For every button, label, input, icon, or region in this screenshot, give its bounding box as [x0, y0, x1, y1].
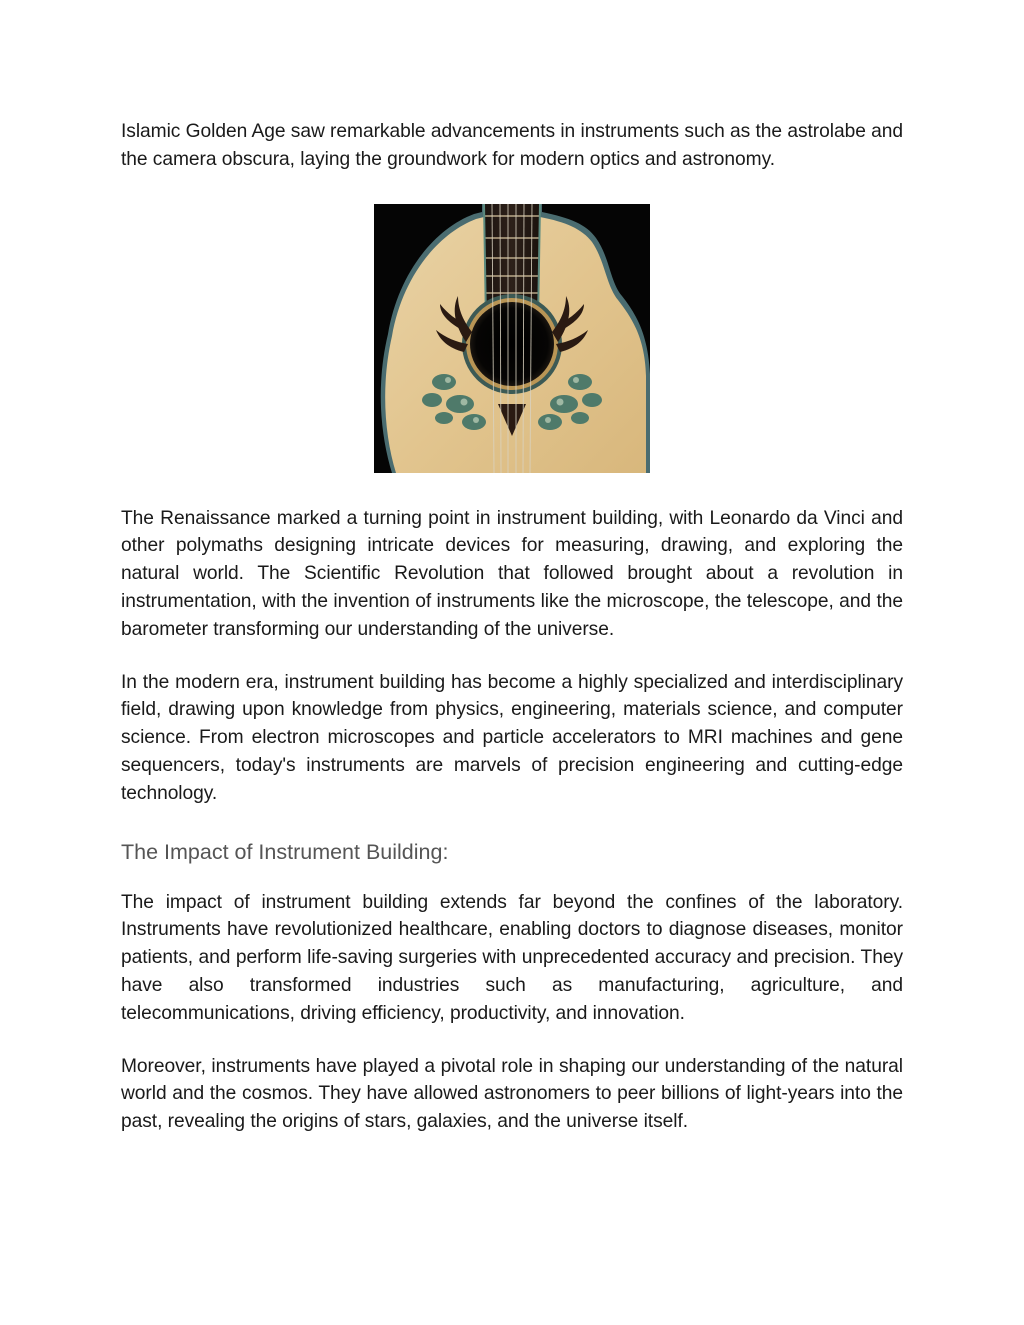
document-page [121, 118, 903, 1136]
paragraph-renaissance: The Renaissance marked a turning point in instrument building, with Leonardo da Vinci and other polymaths designing intricate devices for measuring, drawing, and exploring the natural world. The Scientific Revolution that followed brought about a revolution in instrumentation, with the invention of instruments like the microscope, the telescope, and the barometer transforming our understanding of the universe. [121, 507, 903, 640]
paragraph-moreover: Moreover, instruments have played a pivotal role in shaping our understanding of the natural world and the cosmos. They have allowed astronomers to peer billions of light-years into the past, revealing the origins of stars, galaxies, and the universe itself. [121, 1055, 903, 1133]
acoustic-guitar-icon [374, 204, 650, 473]
guitar-image [374, 204, 650, 473]
section-heading: The Impact of Instrument Building: [121, 839, 449, 864]
paragraph-impact: The impact of instrument building extends far beyond the confines of the laboratory. Instruments have revolutionized healthcare, enabling doctors to diagnose diseases, monitor patients, and perform life-saving surgeries with unprecedented accuracy and precision. They have also transformed industries such as manufacturing, agriculture, and telecommunications, driving efficiency, productivity, and innovation. [121, 891, 903, 1024]
paragraph-islamic-golden-age: Islamic Golden Age saw remarkable advancements in instruments such as the astrolabe and the camera obscura, laying the groundwork for modern optics and astronomy. [121, 121, 903, 170]
paragraph-modern-era: In the modern era, instrument building has become a highly specialized and interdisciplinary field, drawing upon knowledge from physics, engineering, materials science, and computer science. From electron microscopes and particle accelerators to MRI machines and gene sequencers, today's instruments are marvels of precision engineering and cutting-edge technology. [121, 671, 903, 804]
